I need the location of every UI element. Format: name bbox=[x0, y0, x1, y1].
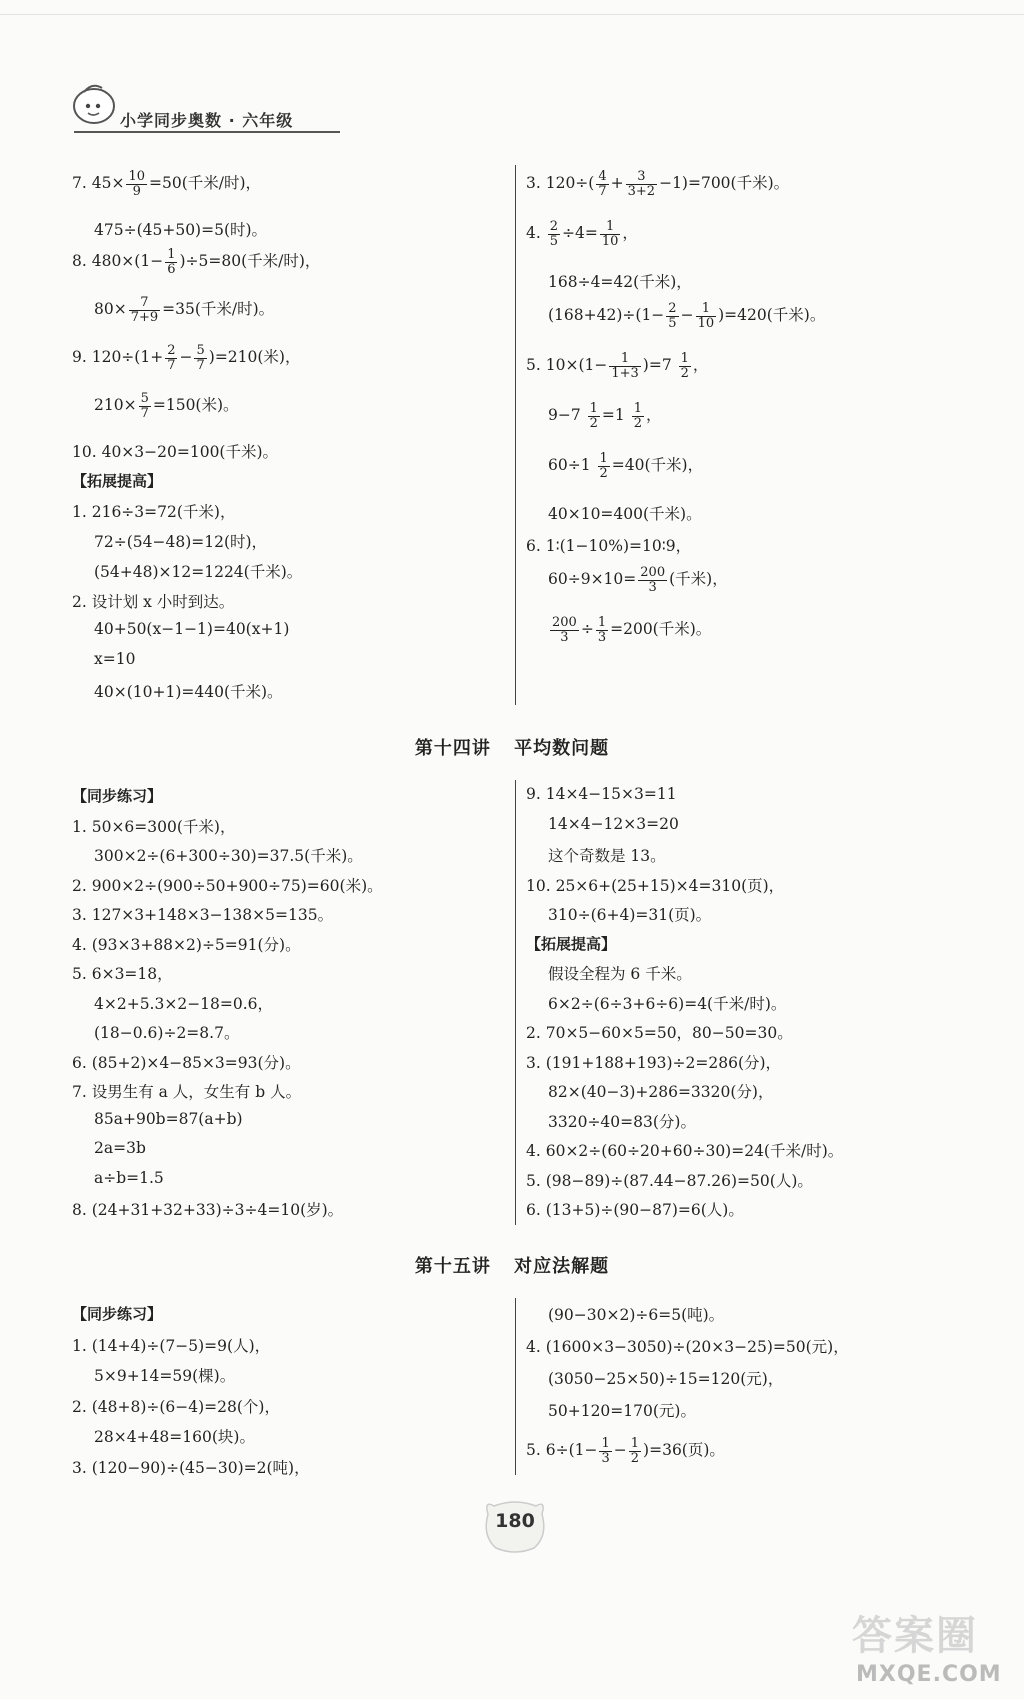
math-text: − bbox=[613, 1441, 627, 1460]
answer-line bbox=[94, 530, 267, 552]
math-text: (1− bbox=[134, 252, 164, 271]
denominator: 5 bbox=[549, 233, 558, 249]
answer-line: 85a+90b=87(a+b) bbox=[94, 1109, 243, 1128]
numerator: 1 bbox=[680, 351, 689, 366]
math-text: 40+50(x−1−1)=40(x+1) bbox=[94, 620, 290, 638]
denominator: 2 bbox=[633, 415, 642, 431]
answer-line bbox=[94, 560, 302, 582]
math-text: − bbox=[680, 306, 694, 325]
answer-line: 2a=3b bbox=[94, 1139, 146, 1157]
math-text: ， bbox=[622, 224, 638, 243]
math-text: 475÷(45+50)=5(时)。 bbox=[94, 221, 268, 239]
denominator: 9 bbox=[132, 183, 141, 199]
answer-line: 14×4−12×3=20 bbox=[548, 814, 679, 833]
answer-line bbox=[94, 620, 289, 638]
answer-line bbox=[526, 352, 708, 380]
column-divider-14 bbox=[515, 780, 516, 1225]
answer-line bbox=[548, 402, 662, 430]
math-text: x=10 bbox=[94, 650, 136, 668]
math-text: 40×10=400(千米)。 bbox=[548, 505, 702, 523]
denominator: 7 bbox=[140, 405, 149, 421]
numerator: 1 bbox=[696, 302, 717, 317]
math-text: + bbox=[610, 174, 624, 193]
answer-line bbox=[548, 616, 711, 644]
denominator: 3+2 bbox=[627, 183, 656, 199]
math-text: 40×(10+1)=440(千米)。 bbox=[94, 683, 283, 701]
answer-line bbox=[72, 590, 234, 612]
numerator: 200 bbox=[552, 615, 577, 630]
denominator: 2 bbox=[599, 465, 608, 481]
denominator: 5 bbox=[668, 315, 677, 331]
answer-line: (90−30×2)÷6=5(吨)。 bbox=[548, 1306, 725, 1324]
answer-line: 2. 70×5−60×5=50，80−50=30。 bbox=[526, 1024, 793, 1042]
answer-line: 2. 900×2÷(900÷50+900÷75)=60(米)。 bbox=[72, 876, 383, 895]
answer-line bbox=[72, 248, 320, 276]
math-text: (千米)， bbox=[669, 570, 728, 589]
math-text: =50(千米/时)， bbox=[148, 174, 262, 193]
answer-line: 4. (93×3+88×2)÷5=91(分)。 bbox=[72, 935, 301, 954]
math-text: (54+48)×12=1224(千米)。 bbox=[94, 563, 303, 581]
header bbox=[70, 80, 340, 136]
math-text: )=210(米)， bbox=[208, 348, 301, 367]
answer-line bbox=[548, 566, 728, 594]
denominator: 1+3 bbox=[611, 365, 639, 381]
answer-line: 6. (13+5)÷(90−87)=6(人)。 bbox=[526, 1201, 744, 1219]
section-label: 【同步练习】 bbox=[72, 1305, 163, 1323]
answer-line bbox=[72, 344, 300, 372]
math-text: 1. 216÷3=72(千米)， bbox=[72, 503, 236, 521]
denominator: 10 bbox=[697, 315, 715, 331]
fraction bbox=[596, 170, 608, 198]
math-text: ÷ bbox=[580, 620, 594, 639]
denominator: 7 bbox=[196, 357, 205, 373]
denominator: 2 bbox=[680, 365, 689, 381]
section-label: 【拓展提高】 bbox=[526, 934, 617, 953]
answer-line bbox=[72, 440, 278, 462]
math-text: ÷4= bbox=[562, 224, 598, 243]
answer-line: a÷b=1.5 bbox=[94, 1168, 164, 1187]
fraction bbox=[194, 344, 206, 372]
math-text: (168+42)÷ bbox=[548, 306, 636, 325]
denominator: 3 bbox=[560, 629, 569, 645]
numerator: 1 bbox=[599, 451, 608, 466]
math-text: )÷5=80(千米/时)， bbox=[179, 252, 321, 271]
math-text: 5. 6÷ bbox=[526, 1441, 569, 1460]
answer-line: 4×2+5.3×2−18=0.6， bbox=[94, 994, 274, 1013]
math-text: 4. bbox=[526, 224, 546, 243]
answer-line bbox=[94, 680, 283, 702]
math-text: =40(千米)， bbox=[611, 456, 704, 475]
math-text: )=36(页)。 bbox=[643, 1441, 725, 1460]
fraction bbox=[679, 352, 691, 380]
numerator: 2 bbox=[167, 343, 176, 358]
answer-line: 300×2÷(6+300÷30)=37.5(千米)。 bbox=[94, 847, 363, 865]
math-text: (1− bbox=[568, 1441, 598, 1460]
math-text: 72÷(54−48)=12(时)， bbox=[94, 533, 268, 551]
answer-line: 8. (24+31+32+33)÷3÷4=10(岁)。 bbox=[72, 1201, 344, 1219]
numerator: 1 bbox=[167, 247, 176, 262]
numerator: 1 bbox=[609, 352, 640, 367]
math-text: =150(米)。 bbox=[152, 396, 239, 415]
page-number: 180 bbox=[495, 1510, 535, 1532]
math-text: =1 bbox=[601, 406, 630, 425]
fraction bbox=[600, 220, 621, 248]
fraction bbox=[666, 302, 678, 330]
section-15-number: 第十五讲 bbox=[414, 1256, 491, 1277]
answer-line: 3. (120−90)÷(45−30)=2(吨)， bbox=[72, 1458, 310, 1477]
answer-line bbox=[72, 470, 162, 491]
numerator: 1 bbox=[633, 401, 642, 416]
numerator: 1 bbox=[630, 1436, 640, 1451]
math-text: )=7 bbox=[642, 356, 677, 375]
fraction bbox=[550, 616, 579, 644]
answer-line: 3. (191+188+193)÷2=286(分)， bbox=[526, 1053, 782, 1072]
math-text: − bbox=[179, 348, 193, 367]
denominator: 7 bbox=[598, 183, 607, 199]
denominator: 7 bbox=[167, 357, 176, 373]
answer-line: 28×4+48=160(块)。 bbox=[94, 1428, 255, 1446]
section-14-title bbox=[0, 734, 1024, 760]
answer-line: 10. 25×6+(25+15)×4=310(页)， bbox=[526, 876, 785, 895]
fraction bbox=[599, 1437, 611, 1465]
numerator: 5 bbox=[140, 391, 149, 406]
answer-line bbox=[72, 500, 235, 522]
answer-line: 9. 14×4−15×3=11 bbox=[526, 785, 677, 803]
numerator: 200 bbox=[640, 565, 666, 580]
fraction bbox=[609, 352, 640, 380]
answer-line: 4. 60×2÷(60÷20+60÷30)=24(千米/时)。 bbox=[526, 1142, 844, 1160]
answer-line bbox=[548, 302, 825, 330]
fraction bbox=[588, 402, 600, 430]
denominator: 7+9 bbox=[130, 309, 159, 325]
numerator: 7 bbox=[129, 296, 160, 311]
math-text: 60÷9×10= bbox=[548, 570, 637, 589]
denominator: 3 bbox=[648, 579, 657, 595]
answer-line bbox=[526, 1437, 725, 1465]
math-text: −1)=700(千米)。 bbox=[659, 174, 790, 193]
fraction bbox=[638, 566, 667, 594]
answer-line: 1. 50×6=300(千米)， bbox=[72, 817, 236, 836]
math-text: 80× bbox=[94, 300, 127, 319]
section-label: 【同步练习】 bbox=[72, 787, 163, 805]
math-text: =35(千米/时)。 bbox=[162, 300, 275, 319]
answer-line: 50+120=170(元)。 bbox=[548, 1402, 696, 1420]
numerator: 3 bbox=[626, 170, 657, 185]
fraction bbox=[139, 392, 151, 420]
fraction bbox=[696, 302, 717, 330]
answer-line: 2. (48+8)÷(6−4)=28(个)， bbox=[72, 1397, 280, 1416]
numerator: 1 bbox=[597, 615, 607, 630]
header-title: 小学同步奥数 · 六年级 bbox=[120, 111, 294, 130]
numerator: 10 bbox=[128, 169, 145, 184]
math-text: 6. 1∶(1−10%)=10∶9， bbox=[526, 537, 692, 555]
math-text: )=420(千米)。 bbox=[718, 306, 826, 325]
answer-line bbox=[526, 534, 691, 556]
math-text: (1+ bbox=[134, 348, 164, 367]
math-text: 9−7 bbox=[548, 406, 586, 425]
denominator: 10 bbox=[601, 233, 619, 249]
math-text: 5. 10× bbox=[526, 356, 579, 375]
fraction bbox=[632, 402, 644, 430]
watermark-cn: 答案圈 bbox=[852, 1613, 978, 1659]
fraction bbox=[629, 1437, 641, 1465]
math-text: =200(千米)。 bbox=[610, 620, 712, 639]
fraction bbox=[129, 296, 160, 324]
answer-line: 5. 6×3=18， bbox=[72, 965, 173, 983]
answer-line: 1. (14+4)÷(7−5)=9(人)， bbox=[72, 1336, 271, 1355]
answer-line: 4. (1600×3−3050)÷(20×3−25)=50(元)， bbox=[526, 1338, 849, 1356]
answer-line bbox=[94, 650, 135, 668]
math-text: 10. 40×3−20=100(千米)。 bbox=[72, 443, 279, 461]
math-text: ， bbox=[645, 406, 662, 425]
numerator: 1 bbox=[589, 401, 598, 416]
answer-line: 82×(40−3)+286=3320(分)， bbox=[548, 1083, 774, 1101]
math-text: ， bbox=[692, 356, 709, 375]
fraction bbox=[165, 248, 177, 276]
fraction bbox=[626, 170, 657, 198]
math-text: 60÷1 bbox=[548, 456, 596, 475]
fraction bbox=[598, 452, 610, 480]
answer-line: 5×9+14=59(棵)。 bbox=[94, 1367, 236, 1385]
section-14-name: 平均数问题 bbox=[514, 738, 610, 759]
math-text: 8. 480× bbox=[72, 252, 135, 271]
header-rule bbox=[74, 131, 340, 133]
answer-line bbox=[526, 220, 638, 248]
answer-line: 6. (85+2)×4−85×3=93(分)。 bbox=[72, 1053, 301, 1072]
column-divider-15 bbox=[515, 1298, 516, 1475]
denominator: 3 bbox=[597, 629, 607, 645]
math-text: 7. 45× bbox=[72, 174, 125, 193]
section-15-title bbox=[0, 1252, 1024, 1278]
answer-line: 6×2÷(6÷3+6÷6)=4(千米/时)。 bbox=[548, 994, 787, 1013]
math-text: (1− bbox=[635, 306, 665, 325]
answer-line: 假设全程为 6 千米。 bbox=[548, 965, 692, 983]
answer-line bbox=[94, 218, 267, 240]
math-text: 2. 设计划 x 小时到达。 bbox=[72, 593, 235, 611]
numerator: 2 bbox=[668, 301, 677, 316]
answer-line: 3320÷40=83(分)。 bbox=[548, 1112, 696, 1131]
math-text: 3. 120÷ bbox=[526, 174, 589, 193]
numerator: 1 bbox=[601, 1436, 610, 1451]
denominator: 6 bbox=[167, 261, 176, 277]
denominator: 3 bbox=[601, 1450, 610, 1466]
numerator: 2 bbox=[549, 219, 558, 234]
math-text: 168÷4=42(千米)， bbox=[548, 273, 692, 291]
fraction bbox=[548, 220, 560, 248]
answer-line: (3050−25×50)÷15=120(元)， bbox=[548, 1370, 784, 1388]
fraction bbox=[126, 170, 147, 198]
math-text: (1− bbox=[578, 356, 608, 375]
mascot-icon bbox=[70, 80, 122, 126]
answer-line bbox=[526, 170, 789, 198]
section-14-number: 第十四讲 bbox=[414, 738, 491, 759]
numerator: 1 bbox=[600, 220, 621, 235]
watermark-url: MXQE.COM bbox=[856, 1662, 1002, 1687]
section-15-name: 对应法解题 bbox=[514, 1256, 610, 1277]
answer-line: 7. 设男生有 a 人，女生有 b 人。 bbox=[72, 1083, 302, 1101]
answer-line bbox=[548, 270, 692, 292]
numerator: 5 bbox=[196, 343, 205, 358]
answer-line bbox=[94, 392, 239, 420]
answer-line bbox=[94, 296, 274, 324]
answer-line: 310÷(6+4)=31(页)。 bbox=[548, 906, 712, 924]
answer-line bbox=[548, 502, 702, 524]
denominator: 2 bbox=[589, 415, 598, 431]
answer-line bbox=[72, 170, 261, 198]
answer-line: 这个奇数是 13。 bbox=[548, 847, 666, 865]
fraction bbox=[165, 344, 177, 372]
math-text: 9. 120÷ bbox=[72, 348, 135, 367]
math-text: 210× bbox=[94, 396, 137, 415]
answer-line: (18−0.6)÷2=8.7。 bbox=[94, 1024, 240, 1042]
fraction bbox=[596, 616, 608, 644]
answer-line bbox=[548, 452, 703, 480]
math-text: 【拓展提高】 bbox=[72, 472, 163, 490]
numerator: 4 bbox=[598, 169, 607, 184]
answer-line: 5. (98−89)÷(87.44−87.26)=50(人)。 bbox=[526, 1171, 813, 1190]
math-text: ( bbox=[588, 174, 595, 193]
column-divider-top bbox=[515, 165, 516, 705]
denominator: 2 bbox=[630, 1450, 640, 1466]
top-border bbox=[0, 14, 1024, 15]
answer-line: 3. 127×3+148×3−138×5=135。 bbox=[72, 906, 334, 924]
